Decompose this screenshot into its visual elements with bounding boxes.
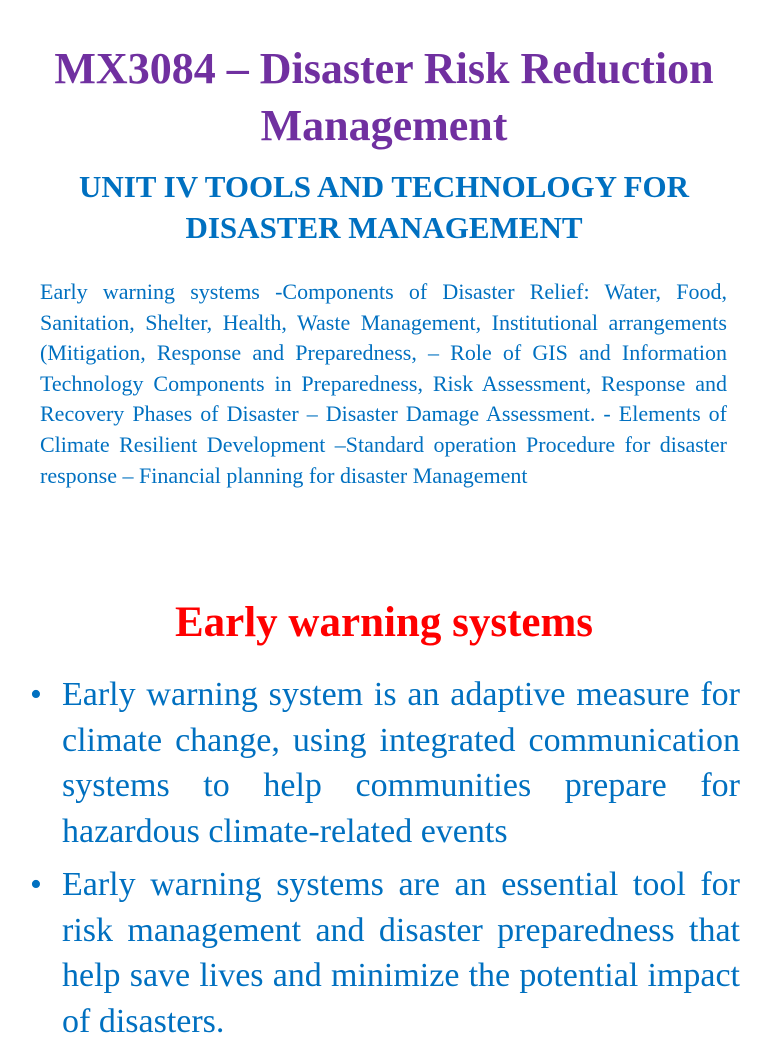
page-title: MX3084 – Disaster Risk Reduction Management: [54, 44, 714, 150]
list-item: [30, 672, 740, 854]
bullet-list: [30, 672, 740, 1052]
bullet-text: Early warning system is an adaptive measure for climate change, using integrated communication systems to help communities prepare for hazardous climate-related events: [62, 676, 740, 850]
section-title: Early warning systems: [174, 599, 594, 646]
syllabus-text: Early warning systems -Components of Disaster Relief: Water, Food, Sanitation, Shelter, Health, Waste Management, Institutional arrangements (Mitigation, Response and Preparedness, – Role of GIS and Information Technology Components in Preparedness, Risk Assessment, Response and Recovery Phases of Disaster – Disaster Damage Assessment. - Elements of Climate Resilient Development –Standard operation Procedure for disaster response – Financial planning for disaster Management: [40, 279, 727, 488]
content-slide: [0, 580, 768, 1040]
bullet-text: Early warning systems are an essential tool for risk management and disaster preparedness that help save lives and minimize the potential impact of disasters.: [62, 866, 740, 1040]
list-item: [30, 862, 740, 1044]
bullet-icon: •: [30, 866, 42, 903]
unit-title: UNIT IV TOOLS AND TECHNOLOGY FOR DISASTER MANAGEMENT: [78, 169, 690, 245]
bullet-icon: •: [30, 676, 42, 713]
